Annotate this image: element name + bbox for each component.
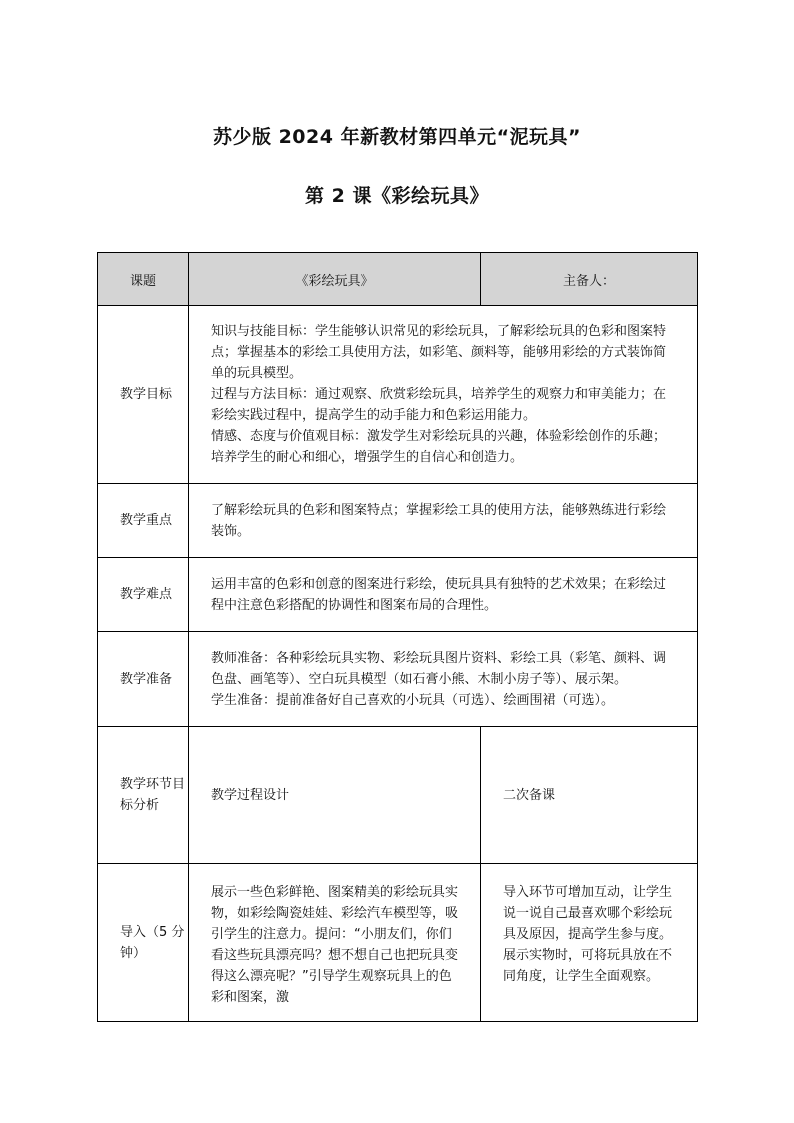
key-points-row <box>98 484 698 558</box>
header-author: 主备人： <box>481 253 698 306</box>
difficulties-row <box>98 558 698 632</box>
key-points-label: 教学重点 <box>98 484 189 558</box>
preparation-teacher: 教师准备：各种彩绘玩具实物、彩绘玩具图片资料、彩绘工具（彩笔、颜料、调色盘、画笔等）、空白玩具模型（如石膏小熊、木制小房子等）、展示架。 <box>211 650 667 687</box>
section-second-header: 二次备课 <box>481 727 698 864</box>
intro-design: 展示一些色彩鲜艳、图案精美的彩绘玩具实物，如彩绘陶瓷娃娃、彩绘汽车模型等，吸引学生的注意力。提问：“小朋友们，你们看这些玩具漂亮吗？想不想自己也把玩具变得这么漂亮呢？”引导学生观察玩具上的色彩和图案，激 <box>189 864 481 1022</box>
section-header-row <box>98 727 698 864</box>
header-topic: 课题 <box>98 253 189 306</box>
objectives-label: 教学目标 <box>98 306 189 484</box>
intro-second: 导入环节可增加互动，让学生说一说自己最喜欢哪个彩绘玩具及原因，提高学生参与度。展示实物时，可将玩具放在不同角度，让学生全面观察。 <box>481 864 698 1022</box>
lesson-plan-table <box>97 252 698 1022</box>
difficulties-label: 教学难点 <box>98 558 189 632</box>
difficulties-content: 运用丰富的色彩和创意的图案进行彩绘，使玩具具有独特的艺术效果；在彩绘过程中注意色彩搭配的协调性和图案布局的合理性。 <box>189 558 698 632</box>
objective-emotion: 情感、态度与价值观目标：激发学生对彩绘玩具的兴趣，体验彩绘创作的乐趣；培养学生的耐心和细心，增强学生的自信心和创造力。 <box>211 429 667 465</box>
objectives-row <box>98 306 698 484</box>
header-lesson-name: 《彩绘玩具》 <box>189 253 481 306</box>
preparation-content <box>189 632 698 727</box>
key-points-content: 了解彩绘玩具的色彩和图案特点；掌握彩绘工具的使用方法，能够熟练进行彩绘装饰。 <box>189 484 698 558</box>
preparation-label: 教学准备 <box>98 632 189 727</box>
preparation-row <box>98 632 698 727</box>
section-label: 教学环节目标分析 <box>98 727 189 864</box>
document-title: 苏少版 2024 年新教材第四单元“泥玩具” <box>212 126 582 148</box>
intro-row <box>98 864 698 1022</box>
table-header-row <box>98 253 698 306</box>
objective-process: 过程与方法目标：通过观察、欣赏彩绘玩具，培养学生的观察力和审美能力；在彩绘实践过程中，提高学生的动手能力和色彩运用能力。 <box>211 387 667 423</box>
objective-knowledge: 知识与技能目标：学生能够认识常见的彩绘玩具，了解彩绘玩具的色彩和图案特点；掌握基本的彩绘工具使用方法，如彩笔、颜料等，能够用彩绘的方式装饰简单的玩具模型。 <box>211 324 667 381</box>
section-design-header: 教学过程设计 <box>189 727 481 864</box>
intro-label: 导入（5 分钟） <box>98 864 189 1022</box>
preparation-student: 学生准备：提前准备好自己喜欢的小玩具（可选）、绘画围裙（可选）。 <box>211 692 615 708</box>
lesson-title: 第 2 课《彩绘玩具》 <box>305 185 489 207</box>
objectives-content <box>189 306 698 484</box>
